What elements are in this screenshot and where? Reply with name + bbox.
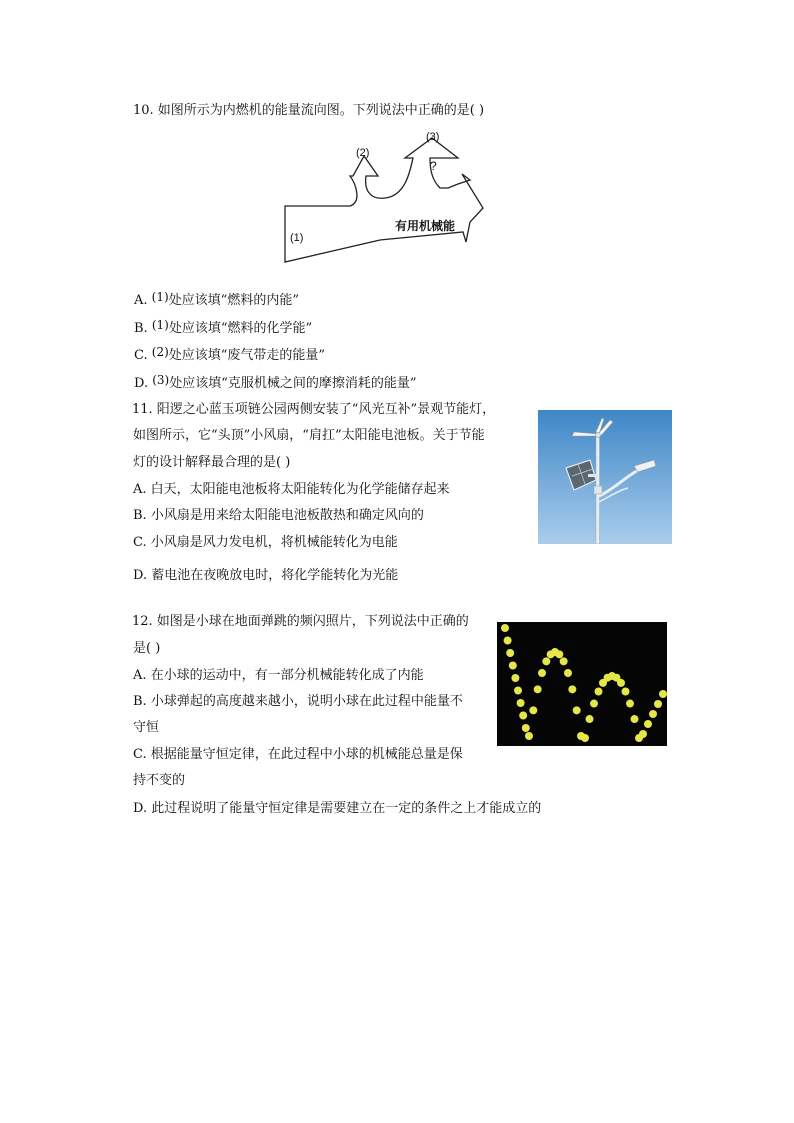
q10-option-c <box>134 347 325 364</box>
ball-image <box>649 710 657 718</box>
bouncing-ball-photo <box>497 622 667 746</box>
q10-stem: 10. 如图所示为内燃机的能量流向图。下列说法中正确的是( ) <box>133 103 485 118</box>
ball-image <box>517 699 525 707</box>
option-text: 处应该填“燃料的化学能” <box>168 321 313 336</box>
diagram-question-mark: ? <box>430 159 437 173</box>
option-letter: B. <box>134 321 148 336</box>
option-letter: A. <box>134 293 148 308</box>
diagram-label-2: (2) <box>356 147 370 159</box>
ball-image <box>534 685 542 693</box>
q11-stem-line-3: 灯的设计解释最合理的是( ) <box>133 455 291 470</box>
q11-stem-line-1: 11. 阳逻之心蓝玉项链公园两侧安装了“风光互补”景观节能灯， <box>132 402 496 417</box>
street-lamp-photo <box>538 410 672 544</box>
ball-image <box>501 624 509 632</box>
q12-option-c-continued: 持不变的 <box>133 773 186 788</box>
ball-image <box>506 649 514 657</box>
q12-stem-line-2: 是( ) <box>133 641 161 656</box>
ball-image <box>568 685 576 693</box>
diagram-useful-energy: 有用机械能 <box>395 219 456 233</box>
q11-option-d: D. 蓄电池在夜晚放电时，将化学能转化为光能 <box>133 568 399 583</box>
ball-image <box>542 657 550 665</box>
ball-image <box>622 688 630 696</box>
energy-flow-diagram <box>280 128 500 268</box>
q12-stem-line-1: 12. 如图是小球在地面弹跳的频闪照片，下列说法中正确的 <box>132 614 469 629</box>
q11-option-c: C. 小风扇是风力发电机，将机械能转化为电能 <box>133 535 398 550</box>
ball-image <box>639 730 647 738</box>
ball-image <box>626 700 634 708</box>
diagram-label-3: (3) <box>426 131 440 143</box>
option-text: 处应该填“燃料的内能” <box>168 293 299 308</box>
ball-image <box>514 687 522 695</box>
ball-image <box>529 706 537 714</box>
option-number: (3) <box>152 373 170 387</box>
ball-image <box>586 715 594 723</box>
q11-stem-line-2: 如图所示，它“头顶”小风扇，“肩扛”太阳能电池板。关于节能 <box>133 428 485 443</box>
ball-image <box>581 734 589 742</box>
ball-image <box>560 657 568 665</box>
option-letter: C. <box>134 348 148 363</box>
ball-image <box>525 732 533 740</box>
ball-image <box>538 669 546 677</box>
ball-image <box>555 650 563 658</box>
ball-image <box>519 712 527 720</box>
ball-image <box>504 637 512 645</box>
q11-option-b: B. 小风扇是用来给太阳能电池板散热和确定风向的 <box>133 508 424 523</box>
ball-image <box>595 688 603 696</box>
option-number: (1) <box>151 290 169 304</box>
option-number: (1) <box>151 318 169 332</box>
ball-image <box>659 690 667 698</box>
ball-image <box>564 669 572 677</box>
option-text: 处应该填“废气带走的能量” <box>168 348 326 363</box>
q10-option-a <box>134 292 299 309</box>
ball-image <box>522 724 530 732</box>
ball-image <box>617 679 625 687</box>
ball-image <box>573 706 581 714</box>
option-letter: D. <box>134 376 149 391</box>
ball-image <box>631 715 639 723</box>
ball-image <box>509 662 517 670</box>
q12-option-b: B. 小球弹起的高度越来越小，说明小球在此过程中能量不 <box>133 694 463 709</box>
q12-option-d: D. 此过程说明了能量守恒定律是需要建立在一定的条件之上才能成立的 <box>133 801 542 816</box>
q12-option-a: A. 在小球的运动中，有一部分机械能转化成了内能 <box>133 668 424 683</box>
q12-option-b-continued: 守恒 <box>133 720 160 735</box>
ball-image <box>511 674 519 682</box>
diagram-label-1: (1) <box>290 232 304 244</box>
q10-option-d <box>134 375 417 392</box>
option-number: (2) <box>151 345 169 359</box>
energy-flow-arrow <box>285 138 483 262</box>
q12-option-c: C. 根据能量守恒定律，在此过程中小球的机械能总量是保 <box>133 747 463 762</box>
ball-image <box>644 720 652 728</box>
q11-option-a: A. 白天，太阳能电池板将太阳能转化为化学能储存起来 <box>133 482 450 497</box>
q10-option-b <box>134 320 312 337</box>
ball-image <box>654 700 662 708</box>
option-text: 处应该填“克服机械之间的摩擦消耗的能量” <box>169 376 417 391</box>
ball-image <box>590 700 598 708</box>
